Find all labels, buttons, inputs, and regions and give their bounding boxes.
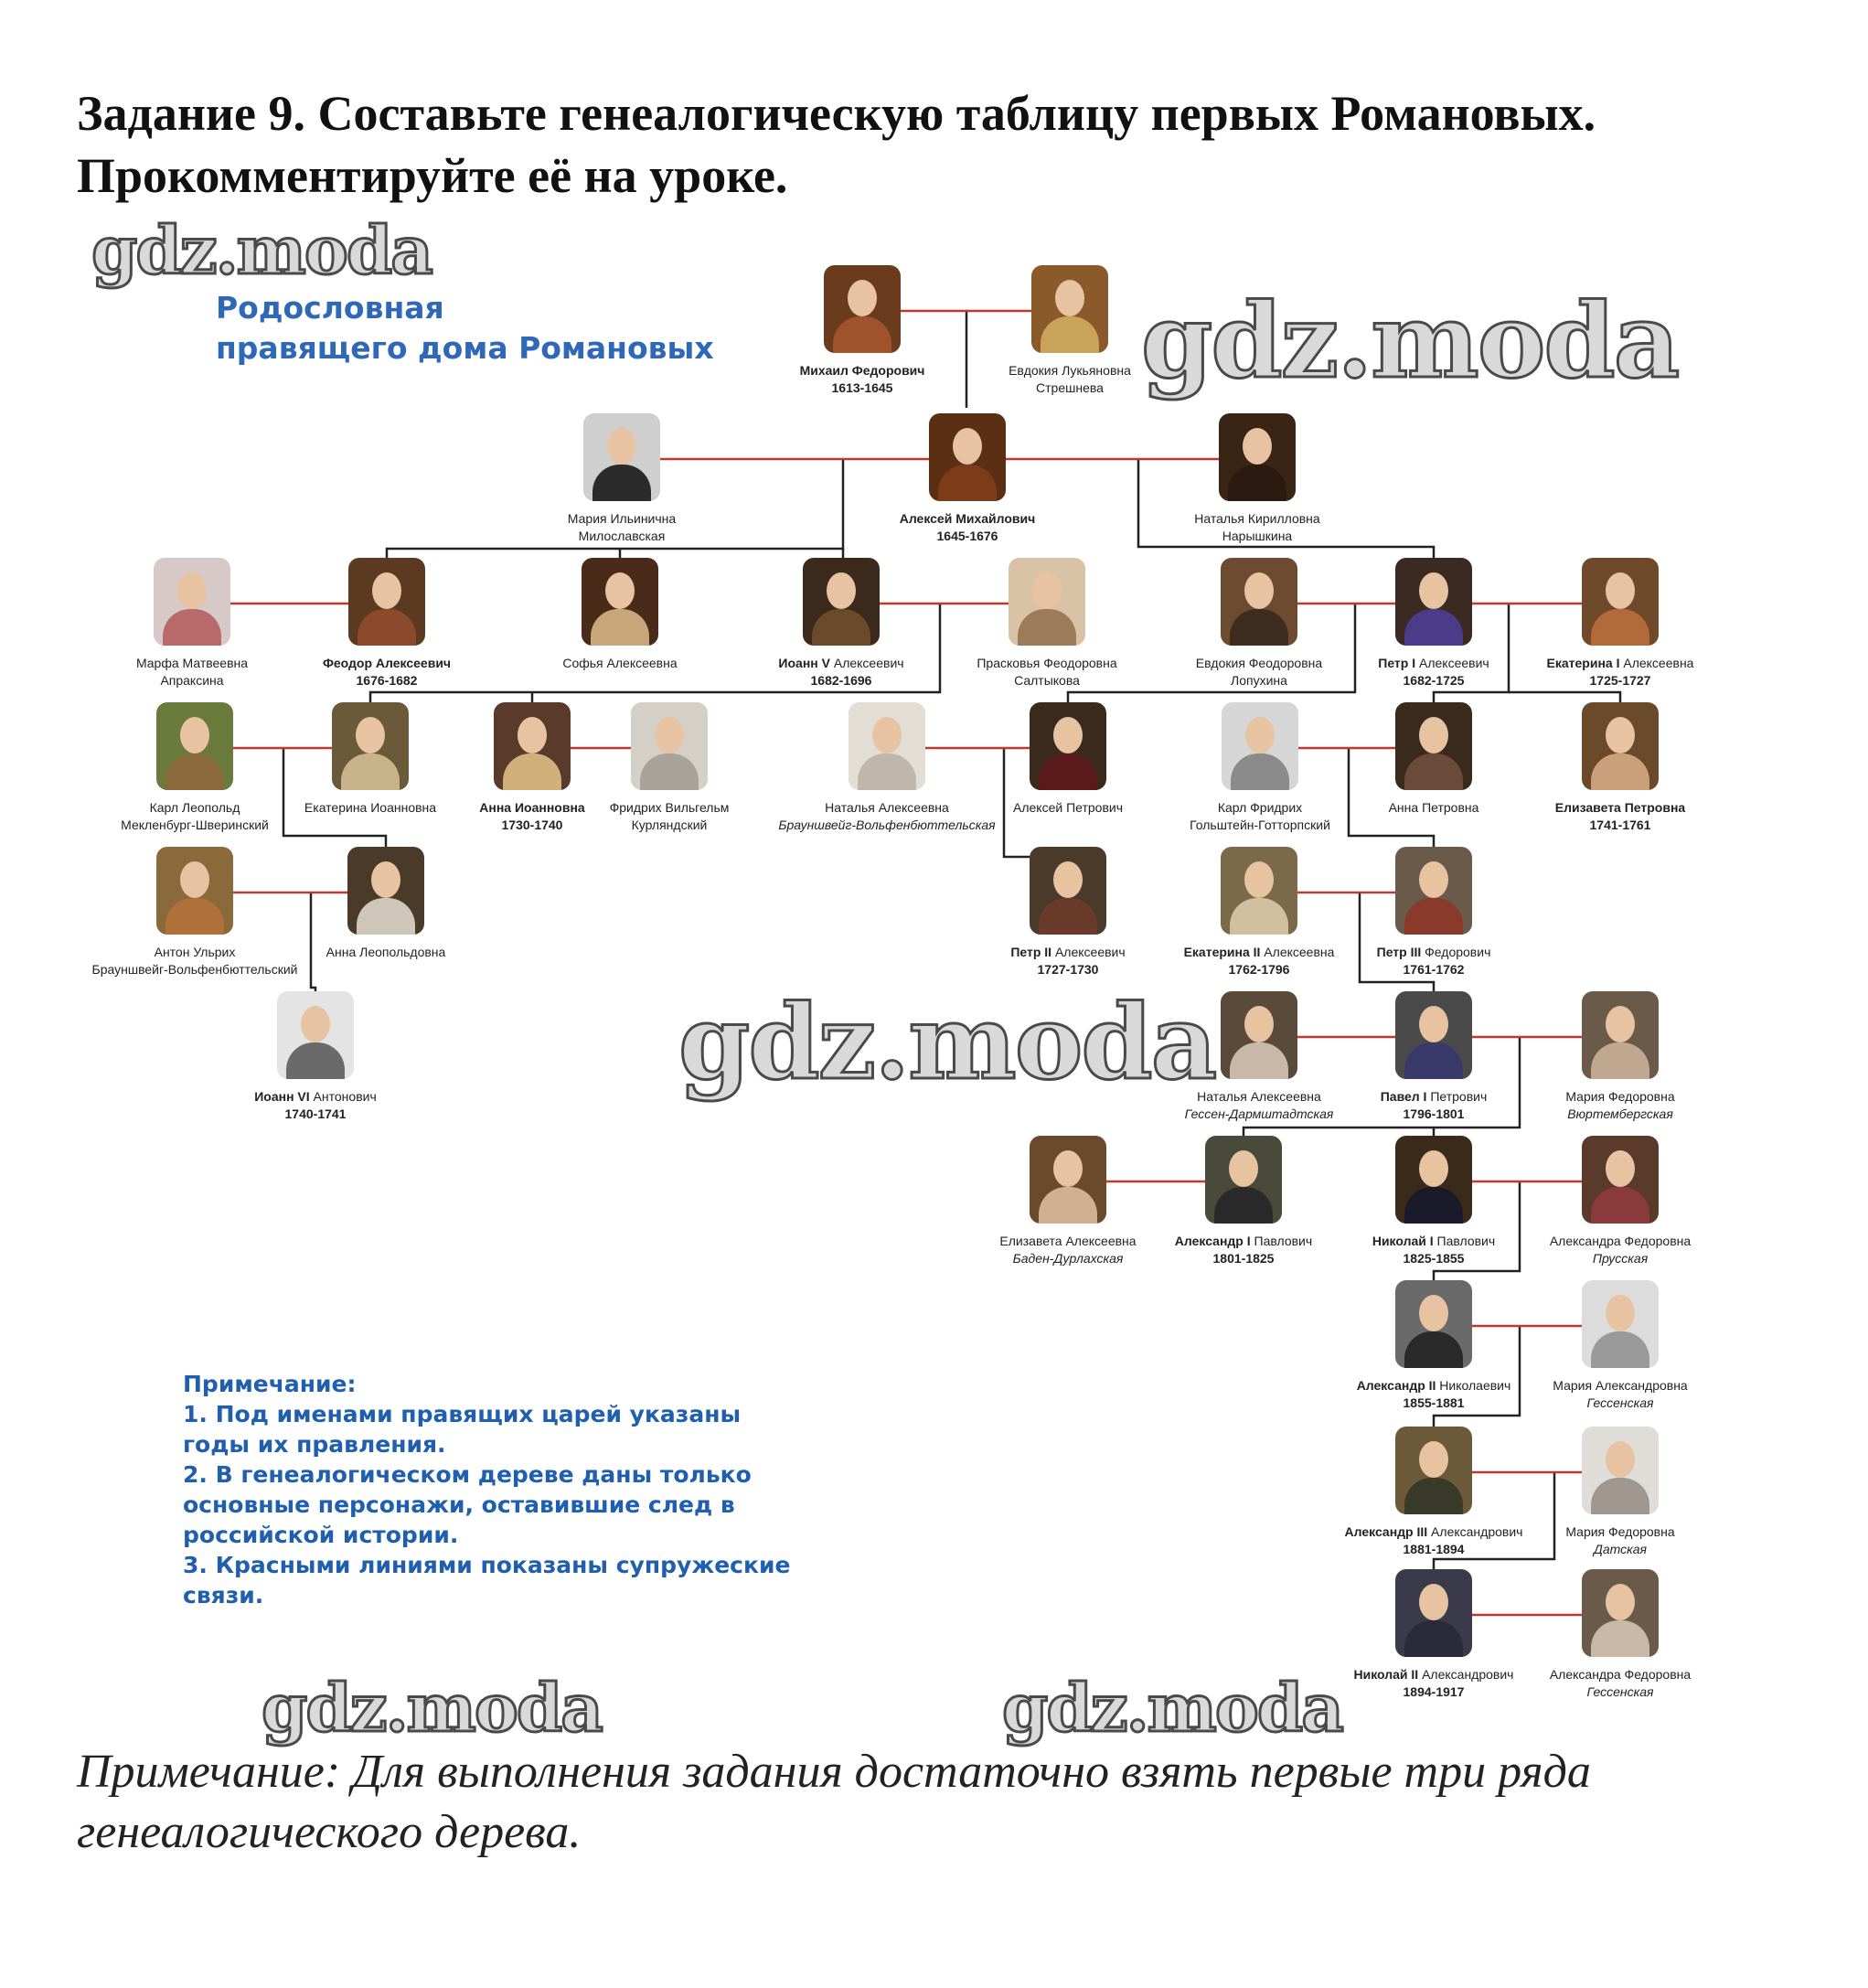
person-name-patronymic: Петрович <box>1426 1089 1488 1104</box>
portrait-face <box>655 717 684 754</box>
portrait-face <box>1053 717 1083 754</box>
portrait-face <box>1032 572 1062 609</box>
reign-years: 1761-1762 <box>1403 962 1465 977</box>
person-name-patronymic: Александрович <box>1418 1667 1514 1682</box>
person-origin: Гессенская <box>1586 1684 1654 1699</box>
note-line: 1. Под именами правящих царей указаны <box>183 1401 742 1427</box>
person-name <box>268 655 506 672</box>
portrait-image <box>849 702 925 790</box>
person-origin: Датская <box>1593 1542 1648 1556</box>
watermark: gdz.moda <box>678 983 1216 1103</box>
reign-years: 1740-1741 <box>284 1106 347 1121</box>
person-name: Наталья Алексеевна <box>825 800 949 815</box>
person-name-title: Иоанн V <box>778 656 830 670</box>
person-name: Евдокия Феодоровна <box>1195 656 1323 670</box>
portrait-face <box>1419 1584 1448 1620</box>
portrait-face <box>518 717 547 754</box>
reign-years: 1796-1801 <box>1403 1106 1465 1121</box>
person-name: Екатерина Иоанновна <box>304 800 437 815</box>
person-label <box>1501 1523 1739 1558</box>
person-name: Фридрих Вильгельм <box>609 800 730 815</box>
person-name-patronymic: Алексеевич <box>829 656 904 670</box>
person-label <box>268 655 506 689</box>
person-label <box>928 655 1166 689</box>
reign-years: 1801-1825 <box>1212 1251 1275 1266</box>
portrait-image <box>1582 1136 1659 1224</box>
portrait-image <box>1395 991 1472 1079</box>
portrait-face <box>177 572 207 609</box>
person-label <box>1501 655 1739 689</box>
person-name-title: Михаил Федорович <box>799 363 925 378</box>
person-name-title: Елизавета Петровна <box>1554 800 1686 815</box>
portrait-image <box>348 558 425 646</box>
person-name-title: Петр III <box>1376 945 1422 959</box>
note-line: основные персонажи, оставившие след в <box>183 1491 735 1518</box>
portrait-image <box>1582 1427 1659 1514</box>
person-origin: Прусская <box>1592 1251 1649 1266</box>
person-name-patronymic: Алексеевна <box>1619 656 1694 670</box>
portrait-image <box>156 847 233 935</box>
portrait-face <box>1419 1006 1448 1042</box>
person-name-title: Павел I <box>1380 1089 1427 1104</box>
note-line: 3. Красными линиями показаны супружеские <box>183 1552 791 1578</box>
portrait-face <box>827 572 856 609</box>
reign-years: 1741-1761 <box>1589 818 1651 832</box>
portrait-image <box>1582 702 1659 790</box>
person-name-title: Николай II <box>1353 1667 1419 1682</box>
reign-years: 1613-1645 <box>831 380 893 395</box>
person-name <box>1315 944 1553 961</box>
portrait-face <box>1244 1006 1274 1042</box>
person-name: Антон Ульрих <box>154 945 236 959</box>
person-label <box>1138 510 1376 545</box>
portrait-face <box>1243 428 1272 465</box>
person-name-patronymic: Федорович <box>1421 945 1491 959</box>
person-name-title: Николай I <box>1372 1234 1434 1248</box>
person-name-patronymic: Алексеевич <box>1051 945 1126 959</box>
person-label <box>1501 1666 1739 1701</box>
portrait-face <box>848 280 877 316</box>
portrait-image <box>1582 1280 1659 1368</box>
portrait-image <box>156 702 233 790</box>
portrait-image <box>1221 558 1297 646</box>
portrait-image <box>824 265 901 353</box>
person-family-name: Нарышкина <box>1222 529 1293 543</box>
person-name-patronymic: Антонович <box>309 1089 377 1104</box>
footnote-line1: Примечание: Для выполнения задания достаточно взять первые три ряда <box>77 1746 1591 1798</box>
portrait-face <box>1419 1295 1448 1331</box>
person-name: Елизавета Алексеевна <box>999 1234 1137 1248</box>
person-label <box>267 944 505 961</box>
portrait-face <box>1419 717 1448 754</box>
person-name-title: Феодор Алексеевич <box>322 656 452 670</box>
portrait-face <box>1606 572 1635 609</box>
person-name: Софья Алексеевна <box>562 656 678 670</box>
portrait-image <box>582 558 658 646</box>
portrait-face <box>1229 1150 1258 1187</box>
person-name-patronymic: Павлович <box>1250 1234 1313 1248</box>
person-origin: Гессенская <box>1586 1395 1654 1410</box>
portrait-face <box>1053 1150 1083 1187</box>
portrait-face <box>1419 1441 1448 1478</box>
person-name-patronymic: Павлович <box>1433 1234 1496 1248</box>
tree-title-line1: Родословная <box>216 290 444 326</box>
portrait-face <box>1419 861 1448 898</box>
portrait-face <box>953 428 982 465</box>
portrait-face <box>1606 717 1635 754</box>
tree-note <box>183 1369 878 1610</box>
portrait-face <box>1606 1150 1635 1187</box>
person-family-name: Милославская <box>578 529 666 543</box>
person-label <box>849 510 1086 545</box>
portrait-face <box>372 572 401 609</box>
person-name-title: Александр I <box>1174 1234 1251 1248</box>
person-name-title: Екатерина I <box>1546 656 1620 670</box>
portrait-face <box>1606 1295 1635 1331</box>
portrait-face <box>1606 1584 1635 1620</box>
person-name <box>849 510 1086 528</box>
person-origin: Брауншвейг-Вольфенбюттельская <box>778 818 996 832</box>
person-family-name: Гольштейн-Готторпский <box>1190 818 1330 832</box>
note-line: российской истории. <box>183 1522 459 1548</box>
footnote-line2: генеалогического дерева. <box>77 1806 582 1858</box>
reign-years: 1762-1796 <box>1228 962 1290 977</box>
task-title-line2: Прокомментируйте её на уроке. <box>77 148 788 203</box>
note-line: 2. В генеалогическом дереве даны только <box>183 1461 752 1488</box>
person-origin: Баден-Дурлахская <box>1012 1251 1124 1266</box>
person-name-title: Александр II <box>1356 1378 1436 1393</box>
portrait-image <box>494 702 571 790</box>
portrait-image <box>332 702 409 790</box>
person-name: Александра Федоровна <box>1549 1667 1692 1682</box>
person-label <box>197 1088 434 1123</box>
person-name-title: Анна Иоанновна <box>479 800 585 815</box>
portrait-face <box>180 717 209 754</box>
person-label <box>501 655 739 672</box>
portrait-face <box>1606 1006 1635 1042</box>
person-name <box>722 655 960 672</box>
person-name-patronymic: Александрович <box>1427 1524 1523 1539</box>
portrait-image <box>631 702 708 790</box>
person-name: Мария Александровна <box>1553 1378 1688 1393</box>
person-name <box>1501 655 1739 672</box>
portrait-image <box>929 413 1006 501</box>
reign-years: 1881-1894 <box>1403 1542 1465 1556</box>
portrait-face <box>1055 280 1084 316</box>
person-family-name: Стрешнева <box>1036 380 1104 395</box>
portrait-image <box>277 991 354 1079</box>
person-family-name: Апраксина <box>160 673 224 688</box>
watermark: gdz.moda <box>1141 282 1679 401</box>
portrait-face <box>371 861 400 898</box>
portrait-face <box>607 428 636 465</box>
note-line: годы их правления. <box>183 1431 446 1458</box>
reign-years: 1682-1725 <box>1403 673 1465 688</box>
reign-years: 1855-1881 <box>1403 1395 1465 1410</box>
person-name <box>743 362 981 379</box>
portrait-image <box>1582 1569 1659 1657</box>
reign-years: 1676-1682 <box>356 673 418 688</box>
portrait-face <box>1053 861 1083 898</box>
person-name-title: Алексей Михайлович <box>899 511 1036 526</box>
reign-years: 1825-1855 <box>1403 1251 1465 1266</box>
portrait-image <box>1395 702 1472 790</box>
person-name-title: Екатерина II <box>1183 945 1261 959</box>
portrait-image <box>1222 702 1298 790</box>
person-label <box>503 510 741 545</box>
portrait-face <box>356 717 385 754</box>
person-name-patronymic: Алексеевич <box>1415 656 1489 670</box>
person-label <box>722 655 960 689</box>
person-label <box>743 362 981 397</box>
portrait-image <box>1395 1569 1472 1657</box>
portrait-image <box>1030 847 1106 935</box>
portrait-image <box>1205 1136 1282 1224</box>
portrait-face <box>1244 861 1274 898</box>
person-name: Прасковья Феодоровна <box>977 656 1117 670</box>
portrait-face <box>1606 1441 1635 1478</box>
watermark: gdz.moda <box>91 211 432 289</box>
reign-years: 1645-1676 <box>936 529 998 543</box>
portrait-image <box>1395 1427 1472 1514</box>
portrait-image <box>347 847 424 935</box>
portrait-image <box>1395 1136 1472 1224</box>
portrait-face <box>1419 1150 1448 1187</box>
person-name <box>197 1088 434 1106</box>
person-name <box>1501 799 1739 817</box>
watermark: gdz.moda <box>262 1669 602 1747</box>
portrait-image <box>1395 558 1472 646</box>
person-origin: Вюртембергская <box>1567 1106 1673 1121</box>
person-name: Мария Ильинична <box>567 511 677 526</box>
portrait-image <box>1219 413 1296 501</box>
portrait-image <box>154 558 230 646</box>
portrait-image <box>1221 991 1297 1079</box>
person-name: Марфа Матвеевна <box>135 656 249 670</box>
person-label <box>1501 799 1739 834</box>
reign-years: 1727-1730 <box>1037 962 1099 977</box>
portrait-face <box>301 1006 330 1042</box>
watermark: gdz.moda <box>1002 1669 1342 1747</box>
note-line: связи. <box>183 1582 264 1609</box>
person-name: Карл Леопольд <box>149 800 240 815</box>
portrait-image <box>1395 1280 1472 1368</box>
portrait-image <box>1009 558 1085 646</box>
person-name: Мария Федоровна <box>1565 1089 1675 1104</box>
reign-years: 1682-1696 <box>810 673 872 688</box>
person-name: Алексей Петрович <box>1013 800 1123 815</box>
portrait-image <box>1582 558 1659 646</box>
portrait-image <box>1582 991 1659 1079</box>
person-family-name: Мекленбург-Шверинский <box>121 818 269 832</box>
portrait-image <box>1221 847 1297 935</box>
portrait-image <box>803 558 880 646</box>
portrait-face <box>180 861 209 898</box>
portrait-image <box>1030 702 1106 790</box>
person-family-name: Брауншвейг-Вольфенбюттельский <box>91 962 298 977</box>
portrait-image <box>1030 1136 1106 1224</box>
portrait-face <box>1244 572 1274 609</box>
portrait-image <box>1031 265 1108 353</box>
person-name: Анна Леопольдовна <box>326 945 446 959</box>
footnote <box>77 1742 1832 1863</box>
reign-years: 1894-1917 <box>1403 1684 1465 1699</box>
person-label <box>1501 1088 1739 1123</box>
person-name: Евдокия Лукьяновна <box>1009 363 1131 378</box>
person-family-name: Курляндский <box>631 818 708 832</box>
person-origin: Гессен-Дармштадтская <box>1184 1106 1334 1121</box>
person-family-name: Салтыкова <box>1014 673 1080 688</box>
portrait-face <box>1419 572 1448 609</box>
person-name-title: Петр I <box>1378 656 1416 670</box>
person-name-patronymic: Николаевич <box>1436 1378 1511 1393</box>
person-label <box>1501 1377 1739 1412</box>
person-label <box>1501 1233 1739 1267</box>
reign-years: 1730-1740 <box>501 818 563 832</box>
person-name: Карл Фридрих <box>1217 800 1303 815</box>
person-name-title: Александр III <box>1344 1524 1428 1539</box>
person-name: Наталья Алексеевна <box>1197 1089 1321 1104</box>
person-name-title: Петр II <box>1010 945 1052 959</box>
tree-title-line2: правящего дома Романовых <box>216 330 714 366</box>
person-name-patronymic: Алексеевна <box>1260 945 1335 959</box>
portrait-image <box>583 413 660 501</box>
person-label <box>1315 944 1553 978</box>
portrait-face <box>872 717 902 754</box>
portrait-face <box>1245 717 1275 754</box>
person-name: Александра Федоровна <box>1549 1234 1692 1248</box>
task-title-line1: Задание 9. Составьте генеалогическую таблицу первых Романовых. <box>77 86 1596 141</box>
person-label <box>550 799 788 834</box>
person-name-title: Иоанн VI <box>254 1089 310 1104</box>
portrait-image <box>1395 847 1472 935</box>
person-name: Мария Федоровна <box>1565 1524 1675 1539</box>
person-name: Наталья Кирилловна <box>1194 511 1320 526</box>
person-family-name: Лопухина <box>1231 673 1287 688</box>
portrait-face <box>605 572 635 609</box>
person-name: Анна Петровна <box>1388 800 1479 815</box>
note-title: Примечание: <box>183 1371 357 1397</box>
reign-years: 1725-1727 <box>1589 673 1651 688</box>
